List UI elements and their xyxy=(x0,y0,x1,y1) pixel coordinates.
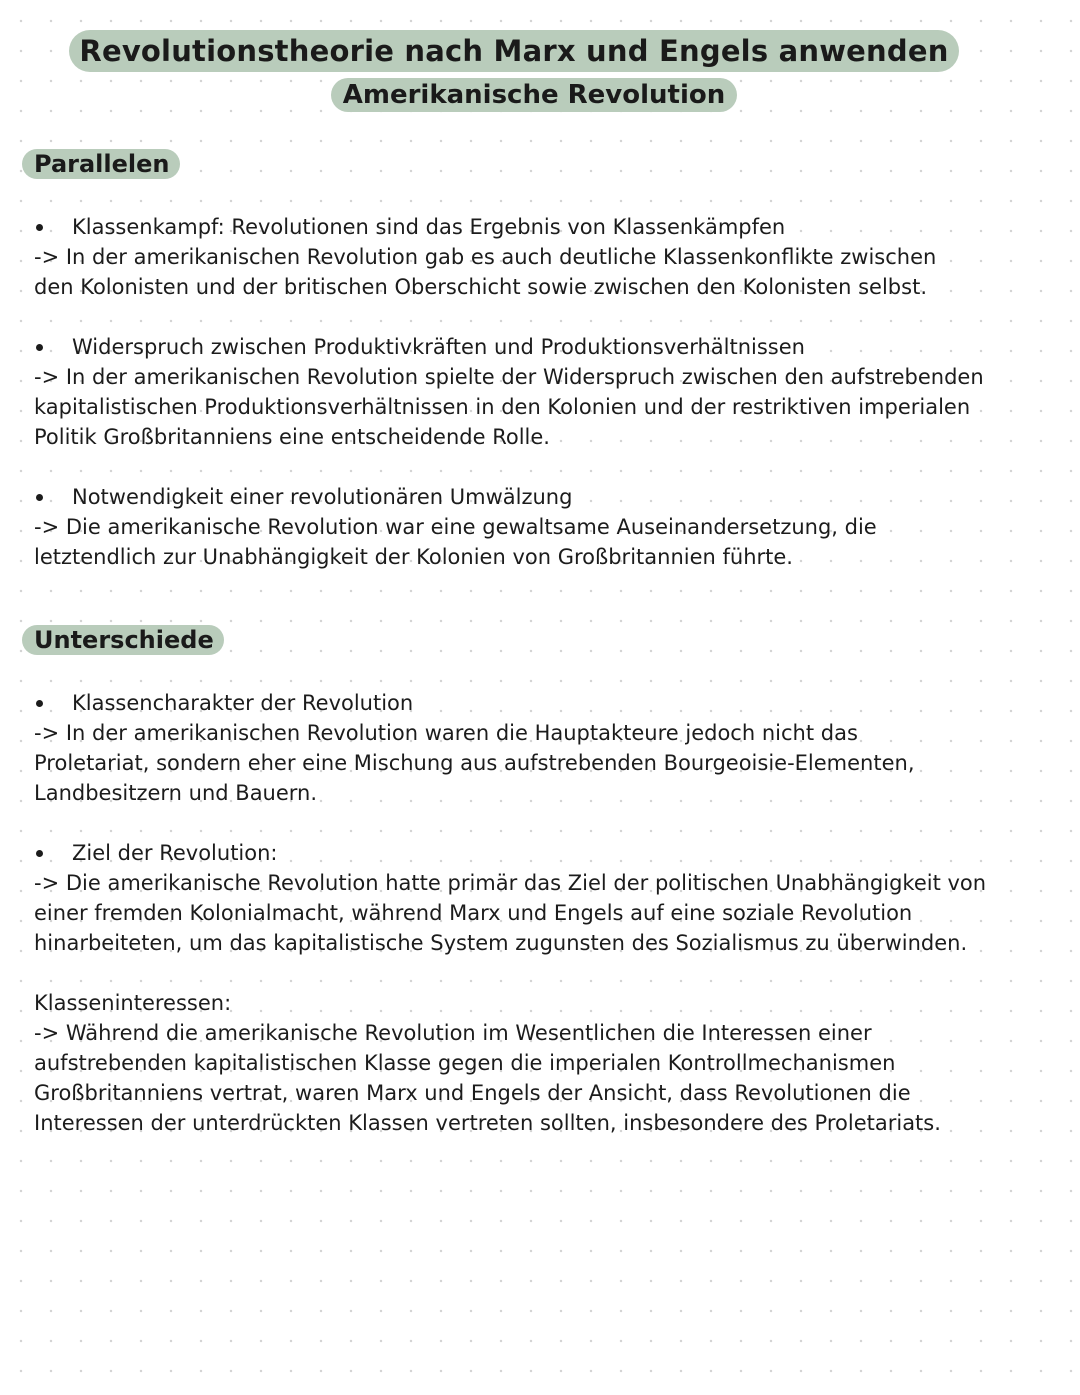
text-line: -> Die amerikanische Revolution war eine gewaltsame Auseinandersetzung, die xyxy=(34,515,877,539)
text-line: letztendlich zur Unabhängigkeit der Kolonien von Großbritannien führte. xyxy=(34,545,793,569)
text-line: Politik Großbritanniens eine entscheidende Rolle. xyxy=(34,425,550,449)
text-line: -> In der amerikanischen Revolution waren die Hauptakteure jedoch nicht das xyxy=(34,721,858,745)
bullet-heading: Ziel der Revolution: xyxy=(34,838,1044,868)
page-title: Revolutionstheorie nach Marx und Engels anwenden xyxy=(69,30,958,72)
parallel-item-contradiction xyxy=(34,332,1044,452)
text-line: Interessen der unterdrückten Klassen vertreten sollten, insbesondere des Proletariats. xyxy=(34,1111,941,1135)
item-label: Klasseninteressen: xyxy=(34,991,232,1015)
difference-item-class-interests xyxy=(34,988,1044,1138)
text-line: -> Die amerikanische Revolution hatte primär das Ziel der politischen Unabhängigkeit von xyxy=(34,871,987,895)
text-line: -> In der amerikanischen Revolution gab es auch deutliche Klassenkonflikte zwischen xyxy=(34,245,937,269)
title-block xyxy=(58,30,970,72)
subtitle-block xyxy=(318,78,750,112)
text-line: einer fremden Kolonialmacht, während Marx und Engels auf eine soziale Revolution xyxy=(34,901,913,925)
section-parallelen xyxy=(34,212,1044,572)
bullet-heading: Notwendigkeit einer revolutionären Umwälzung xyxy=(34,482,1044,512)
heading-unterschiede: Unterschiede xyxy=(22,625,224,655)
text-line: -> In der amerikanischen Revolution spielte der Widerspruch zwischen den aufstrebenden xyxy=(34,365,984,389)
difference-item-class-character xyxy=(34,688,1044,808)
text-line: -> Während die amerikanische Revolution im Wesentlichen die Interessen einer xyxy=(34,1021,872,1045)
text-line: hinarbeiteten, um das kapitalistische System zugunsten des Sozialismus zu überwinden. xyxy=(34,931,968,955)
text-line: den Kolonisten und der britischen Oberschicht sowie zwischen den Kolonisten selbst. xyxy=(34,275,927,299)
heading-parallelen: Parallelen xyxy=(22,149,180,179)
section-unterschiede xyxy=(34,688,1044,1138)
text-line: Proletariat, sondern eher eine Mischung aus aufstrebenden Bourgeoisie-Elementen, xyxy=(34,751,915,775)
page-subtitle: Amerikanische Revolution xyxy=(331,78,738,112)
parallel-item-class-struggle xyxy=(34,212,1044,302)
text-line: aufstrebenden kapitalistischen Klasse gegen die imperialen Kontrollmechanismen xyxy=(34,1051,896,1075)
text-line: Großbritanniens vertrat, waren Marx und Engels der Ansicht, dass Revolutionen die xyxy=(34,1081,911,1105)
bullet-heading: Klassencharakter der Revolution xyxy=(34,688,1044,718)
text-line: Landbesitzern und Bauern. xyxy=(34,781,318,805)
parallel-item-upheaval xyxy=(34,482,1044,572)
bullet-heading: Widerspruch zwischen Produktivkräften und Produktionsverhältnissen xyxy=(34,332,1044,362)
difference-item-goal xyxy=(34,838,1044,958)
text-line: kapitalistischen Produktionsverhältnissen in den Kolonien und der restriktiven imperialen xyxy=(34,395,971,419)
bullet-heading: Klassenkampf: Revolutionen sind das Ergebnis von Klassenkämpfen xyxy=(34,212,1044,242)
